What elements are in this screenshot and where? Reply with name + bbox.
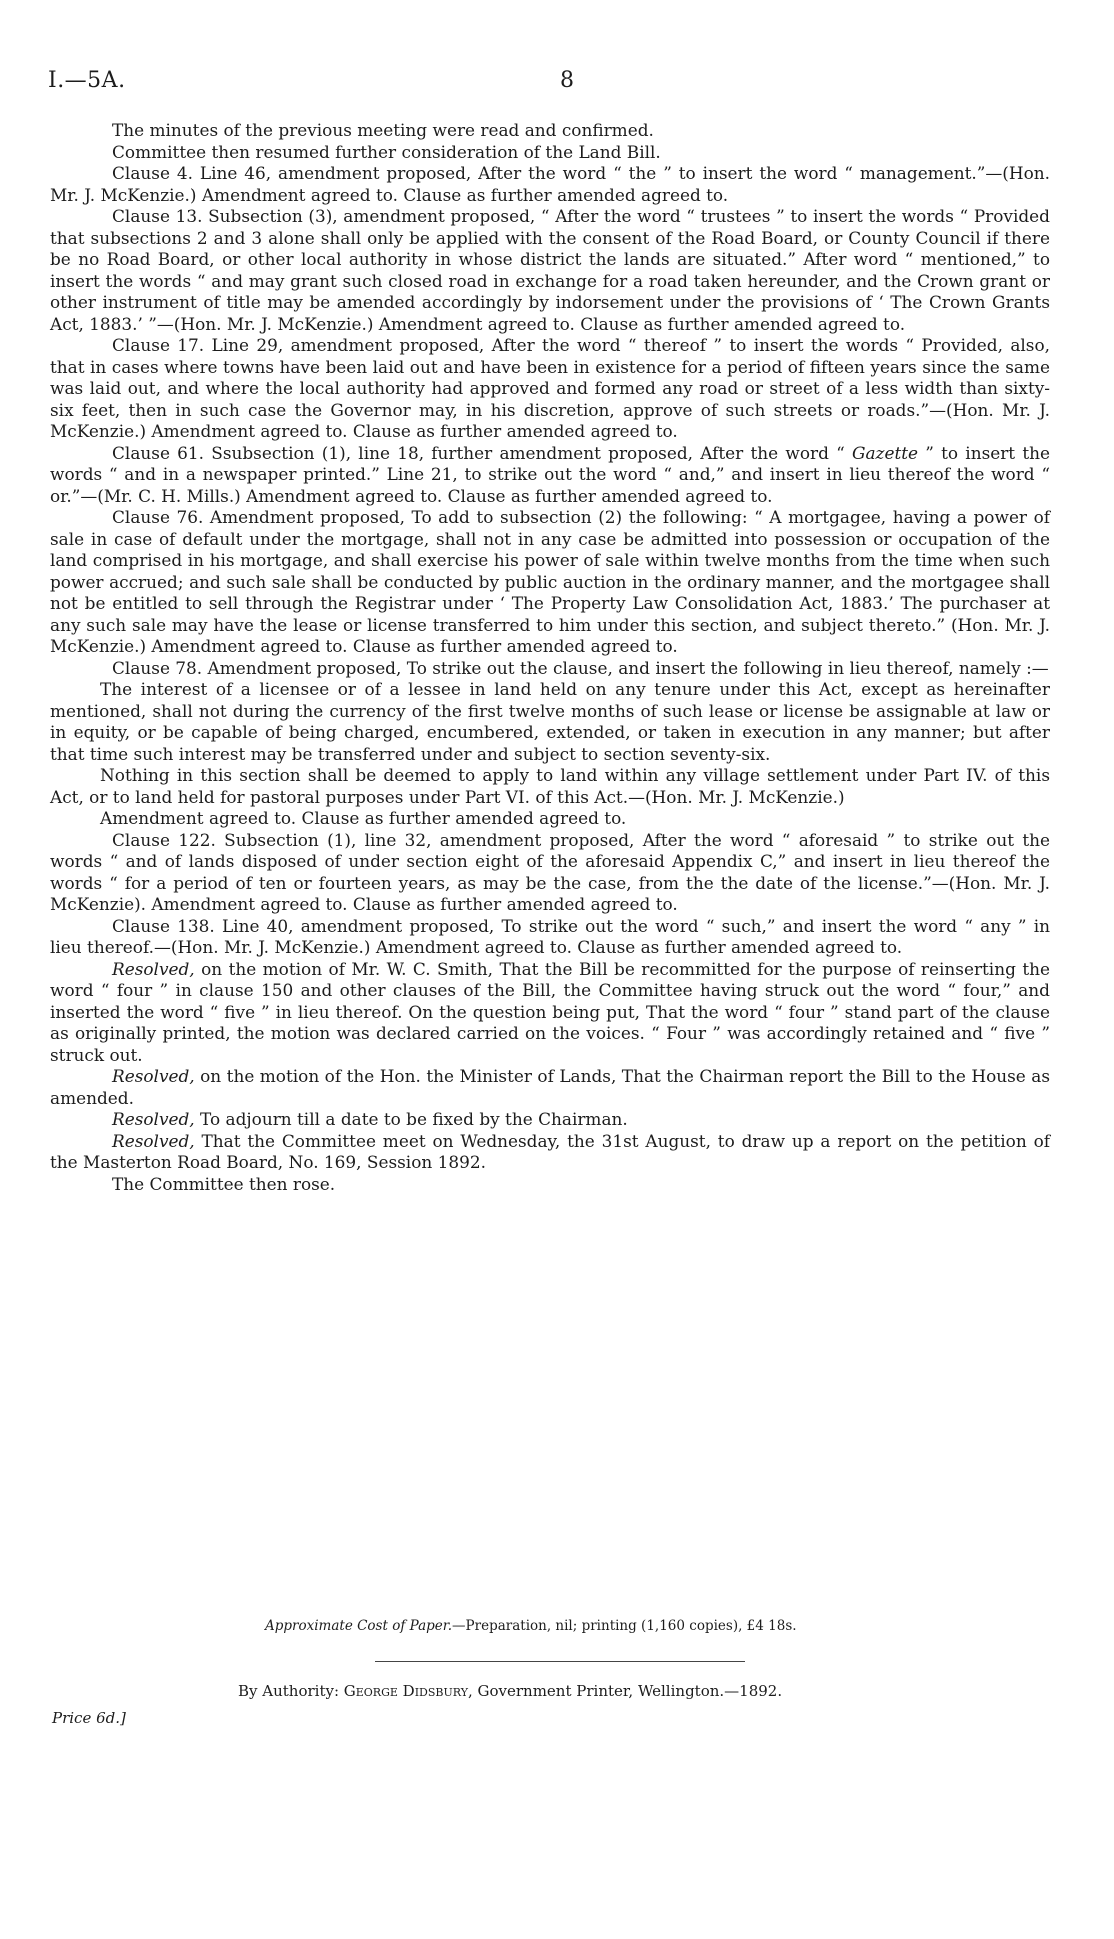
- paragraph: [50, 443, 1050, 508]
- paragraph: The Committee then rose.: [112, 1173, 336, 1194]
- paragraph: Amendment agreed to. Clause as further amended agreed to.: [100, 808, 627, 828]
- paragraph: Clause 122. Subsection (1), line 32, amendment proposed, After the word “ aforesaid ” to strike out the words “ and of lands disposed of under section eight of the aforesaid Appendix C,” and insert in lieu thereof the words “ for a period of ten or fourteen years, as may be the case, from the the date of the license.”—(Hon. Mr. J. McKenzie). Amendment agreed to. Clause as further amended agreed to.: [50, 829, 1050, 914]
- paragraph: Committee then resumed further consideration of the Land Bill.: [112, 141, 661, 162]
- paper-reference: I.—5A.: [48, 68, 126, 93]
- paragraph: [50, 1131, 1050, 1174]
- paragraph: The interest of a licensee or of a lessee in land held on any tenure under this Act, except as hereinafter mentioned, shall not during the currency of the first twelve months of such lease or license be assignable at law or in equity, or be capable of being charged, encumbered, extended, or taken in execution in any manner; but after that time such interest may be transferred under and subject to section seventy-six.: [50, 679, 1050, 764]
- italic-word: Resolved,: [112, 1109, 195, 1129]
- cost-note: [265, 1618, 925, 1634]
- paragraph: Clause 4. Line 46, amendment proposed, After the word “ the ” to insert the word “ management.”—(Hon. Mr. J. McKenzie.) Amendment agreed to. Clause as further amended agreed to.: [50, 163, 1050, 205]
- text-run: That the Committee meet on Wednesday, the 31st August, to draw up a report on the petition of the Masterton Road Board, No. 169, Session 1892.: [50, 1130, 1050, 1172]
- paragraph: Clause 13. Subsection (3), amendment proposed, “ After the word “ trustees ” to insert the words “ Provided that subsections 2 and 3 alone shall only be applied with the consent of the Road Board, or County Council if there be no Road Board, or other local authority in whose district the lands are situated.” After word “ mentioned,” to insert the words “ and may grant such closed road in exchange for a road taken hereunder, and the Crown grant or other instrument of title may be amended accordingly by indorsement under the provisions of ‘ The Crown Grants Act, 1883.’ ”—(Hon. Mr. J. McKenzie.) Amendment agreed to. Clause as further amended agreed to.: [50, 206, 1050, 334]
- text-run: on the motion of the Hon. the Minister of Lands, That the Chairman report the Bill to the House as amended.: [50, 1066, 1050, 1108]
- italic-word: Resolved,: [112, 958, 195, 979]
- text-run: Clause 61. Ssubsection (1), line 18, further amendment proposed, After the word “: [112, 442, 852, 463]
- printer-authority: [238, 1682, 782, 1700]
- paragraph: Clause 138. Line 40, amendment proposed, To strike out the word “ such,” and insert the word “ any ” in lieu thereof.—(Hon. Mr. J. McKenzie.) Amendment agreed to. Clause as further amended agreed to.: [50, 915, 1050, 957]
- text-run: To adjourn till a date to be fixed by the Chairman.: [194, 1109, 628, 1129]
- minutes-body: [50, 120, 1050, 1195]
- paragraph: [50, 1066, 1050, 1109]
- printer-name: George Didsbury: [343, 1682, 468, 1700]
- text-run: ” to insert the words “ and in a newspaper printed.” Line 21, to strike out the word “ and,” and insert in lieu thereof the word “ or.”—(Mr. C. H. Mills.) Amendment agreed to. Clause as further amended agreed to.: [50, 442, 1050, 506]
- italic-word: Resolved,: [112, 1130, 195, 1151]
- paragraph: [50, 959, 1050, 1067]
- paragraph: Clause 78. Amendment proposed, To strike out the clause, and insert the following in lieu thereof, namely :—: [112, 657, 1049, 678]
- cost-label: Approximate Cost of Paper.: [265, 1618, 453, 1634]
- italic-word: Gazette: [851, 442, 919, 463]
- paragraph: Clause 76. Amendment proposed, To add to subsection (2) the following: “ A mortgagee, having a power of sale in case of default under the mortgage, shall not in any case be admitted into possession or occupation of the land comprised in his mortgage, and shall exercise his power of sale within twelve months from the time when such power accrued; and such sale shall be conducted by public auction in the ordinary manner, and the mortgagee shall not be entitled to sell through the Registrar under ‘ The Property Law Consolidation Act, 1883.’ The purchaser at any such sale may have the lease or license transferred to him under this section, and subject thereto.” (Hon. Mr. J. McKenzie.) Amendment agreed to. Clause as further amended agreed to.: [50, 507, 1050, 656]
- text-run: on the motion of Mr. W. C. Smith, That the Bill be recommitted for the purpose of reinserting the word “ four ” in clause 150 and other clauses of the Bill, the Committee having struck out the word “ four,” and inserted the word “ five ” in lieu thereof. On the question being put, That the word “ four ” stand part of the clause as originally printed, the motion was declared carried on the voices. “ Four ” was accordingly retained and “ five ” struck out.: [50, 958, 1050, 1065]
- paragraph: Clause 17. Line 29, amendment proposed, After the word “ thereof ” to insert the words “ Provided, also, that in cases where towns have been laid out and have been in existence for a period of fifteen years since the same was laid out, and where the local authority had approved and formed any road or street of a less width than sixty-six feet, then in such case the Governor may, in his discretion, approve of such streets or roads.”—(Hon. Mr. J. McKenzie.) Amendment agreed to. Clause as further amended agreed to.: [50, 335, 1050, 441]
- paragraph: The minutes of the previous meeting were read and confirmed.: [112, 120, 654, 140]
- page-number: 8: [560, 68, 574, 93]
- paragraph: [50, 1109, 1050, 1131]
- authority-prefix: By Authority:: [238, 1682, 344, 1700]
- paragraph: Nothing in this section shall be deemed to apply to land within any village settlement under Part IV. of this Act, or to land held for pastoral purposes under Part VI. of this Act.—(Hon. Mr. J. McKenzie.): [50, 765, 1050, 807]
- italic-word: Resolved,: [112, 1066, 195, 1086]
- price-note: Price 6d.]: [52, 1709, 126, 1727]
- footer-divider: [375, 1661, 745, 1662]
- authority-suffix: , Government Printer, Wellington.—1892.: [467, 1682, 783, 1700]
- cost-text: —Preparation, nil; printing (1,160 copies), £4 18s.: [452, 1618, 797, 1634]
